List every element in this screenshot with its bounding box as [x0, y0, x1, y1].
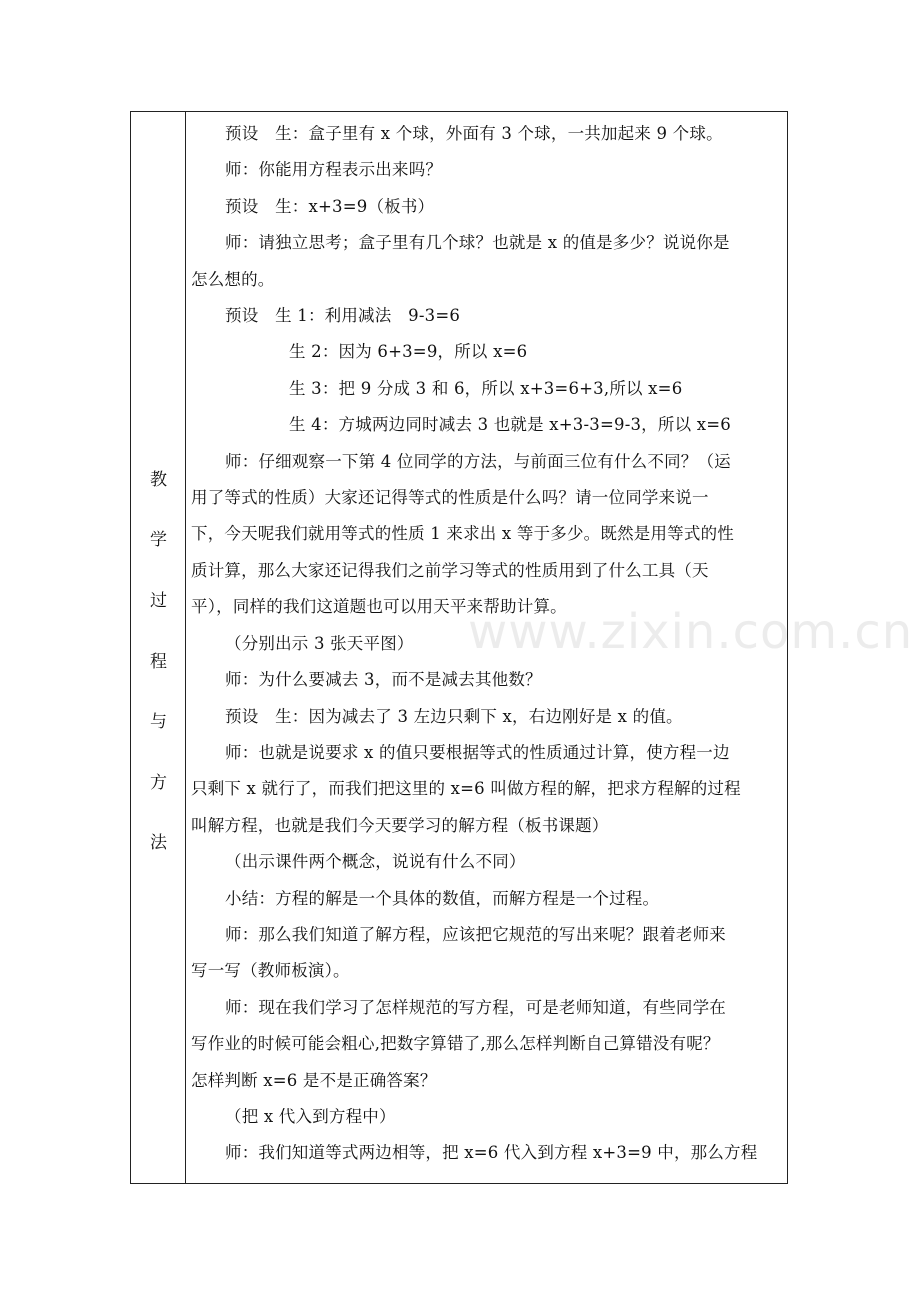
text-line: 师：也就是说要求 x 的值只要根据等式的性质通过计算，使方程一边 — [225, 742, 730, 762]
section-label-char: 学 — [150, 530, 167, 550]
text-line: 小结：方程的解是一个具体的数值，而解方程是一个过程。 — [225, 888, 660, 908]
text-line: 写作业的时候可能会粗心,把数字算错了,那么怎样判断自己算错没有呢？ — [191, 1034, 720, 1054]
text-line: 下，今天呢我们就用等式的性质 1 来求出 x 等于多少。既然是用等式的性 — [191, 524, 734, 544]
text-line: 怎样判断 x=6 是不是正确答案？ — [191, 1070, 437, 1090]
text-line: （出示课件两个概念，说说有什么不同） — [225, 852, 526, 872]
text-line: 预设 生：x+3=9（板书） — [225, 196, 435, 216]
section-label-char: 与 — [150, 712, 167, 732]
text-line: 师：现在我们学习了怎样规范的写方程，可是老师知道，有些同学在 — [225, 997, 726, 1017]
text-line: 师：仔细观察一下第 4 位同学的方法，与前面三位有什么不同？（运 — [225, 451, 731, 471]
lesson-content — [187, 112, 787, 1183]
text-line: 预设 生 1：利用减法 9-3=6 — [225, 306, 461, 326]
text-line: 生 4：方城两边同时减去 3 也就是 x+3-3=9-3，所以 x=6 — [289, 415, 731, 435]
section-label-char: 法 — [150, 833, 167, 853]
section-label-column — [131, 112, 186, 1183]
text-line: 怎么想的。 — [191, 269, 275, 289]
watermark: www.zixin.com.cn — [468, 604, 914, 660]
text-line: 只剩下 x 就行了，而我们把这里的 x=6 叫做方程的解，把求方程解的过程 — [191, 779, 741, 799]
lesson-table — [130, 111, 788, 1184]
text-line: 师：你能用方程表示出来吗？ — [225, 160, 443, 180]
section-label-char: 程 — [150, 652, 167, 672]
text-line: 叫解方程，也就是我们今天要学习的解方程（板书课题） — [191, 815, 609, 835]
text-line: 用了等式的性质）大家还记得等式的性质是什么吗？请一位同学来说一 — [191, 488, 709, 508]
text-line: 质计算，那么大家还记得我们之前学习等式的性质用到了什么工具（天 — [191, 560, 709, 580]
text-line: 预设 生：因为减去了 3 左边只剩下 x，右边刚好是 x 的值。 — [225, 706, 683, 726]
text-line: 平），同样的我们这道题也可以用天平来帮助计算。 — [191, 597, 567, 617]
text-line: 师：为什么要减去 3，而不是减去其他数？ — [225, 670, 542, 690]
text-line: 师：我们知道等式两边相等，把 x=6 代入到方程 x+3=9 中，那么方程 — [225, 1143, 758, 1163]
text-line: （把 x 代入到方程中） — [225, 1106, 396, 1126]
text-line: 写一写（教师板演）。 — [191, 961, 350, 981]
text-line: （分别出示 3 张天平图） — [225, 633, 414, 653]
text-line: 师：请独立思考；盒子里有几个球？也就是 x 的值是多少？说说你是 — [225, 233, 730, 253]
section-label-char: 教 — [150, 470, 167, 490]
text-line: 预设 生：盒子里有 x 个球，外面有 3 个球，一共加起来 9 个球。 — [225, 124, 723, 143]
text-line: 生 2：因为 6+3=9，所以 x=6 — [289, 342, 528, 362]
text-line: 生 3：把 9 分成 3 和 6，所以 x+3=6+3,所以 x=6 — [289, 378, 683, 398]
text-line: 师：那么我们知道了解方程，应该把它规范的写出来呢？跟着老师来 — [225, 924, 726, 944]
section-label-char: 方 — [150, 773, 167, 793]
section-label-char: 过 — [150, 591, 167, 611]
